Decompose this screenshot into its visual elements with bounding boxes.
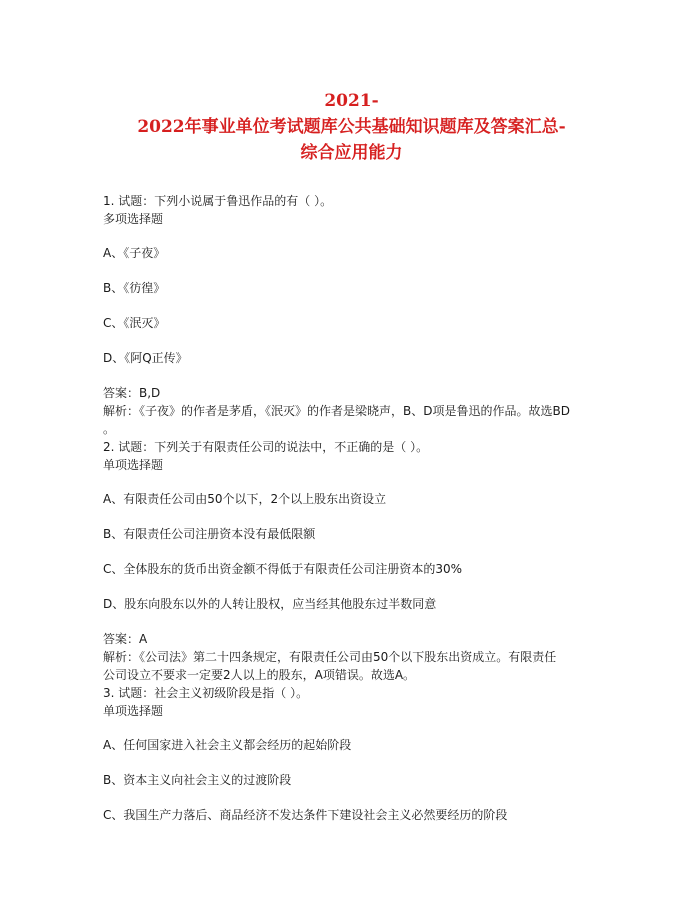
question-2-type: 单项选择题 xyxy=(103,458,164,472)
question-3-option-b: B、资本主义向社会主义的过渡阶段 xyxy=(103,773,292,787)
question-2-option-a: A、有限责任公司由50个以下，2个以上股东出资设立 xyxy=(103,492,387,506)
question-3-type: 单项选择题 xyxy=(103,704,164,718)
question-2-option-d: D、股东向股东以外的人转让股权，应当经其他股东过半数同意 xyxy=(103,597,437,611)
question-1-analysis-line-2: 。 xyxy=(103,422,116,436)
title-line-1: 2021- xyxy=(324,91,379,111)
question-1-option-c: C、《泯灭》 xyxy=(103,316,166,330)
question-1-option-d: D、《阿Q正传》 xyxy=(103,351,188,365)
question-1-option-a: A、《子夜》 xyxy=(103,246,166,260)
question-2-option-b: B、有限责任公司注册资本没有最低限额 xyxy=(103,527,316,541)
question-3-stem: 3. 试题：社会主义初级阶段是指（ ）。 xyxy=(103,686,309,700)
question-1-analysis-line-1: 解析：《子夜》的作者是茅盾，《泯灭》的作者是梁晓声，B、D项是鲁迅的作品。故选BD xyxy=(103,404,570,418)
question-2 xyxy=(103,438,600,684)
question-2-option-c: C、全体股东的货币出资金额不得低于有限责任公司注册资本的30% xyxy=(103,562,463,576)
question-1-option-b: B、《彷徨》 xyxy=(103,281,166,295)
question-2-stem: 2. 试题：下列关于有限责任公司的说法中，不正确的是（ ）。 xyxy=(103,440,429,454)
question-2-analysis-line-1: 解析：《公司法》第二十四条规定，有限责任公司由50个以下股东出资成立。有限责任 xyxy=(103,650,557,664)
document-title xyxy=(103,88,600,166)
question-1-answer: 答案：B,D xyxy=(103,386,161,400)
title-line-3: 综合应用能力 xyxy=(300,143,403,163)
question-3-option-c: C、我国生产力落后、商品经济不发达条件下建设社会主义必然要经历的阶段 xyxy=(103,808,508,822)
question-3 xyxy=(103,684,600,824)
question-1-analysis xyxy=(103,402,600,438)
question-2-answer: 答案：A xyxy=(103,632,148,646)
question-1 xyxy=(103,192,600,438)
question-1-type: 多项选择题 xyxy=(103,212,164,226)
question-2-analysis xyxy=(103,648,600,684)
question-1-stem: 1. 试题：下列小说属于鲁迅作品的有（ ）。 xyxy=(103,194,333,208)
question-2-analysis-line-2: 公司设立不要求一定要2人以上的股东，A项错误。故选A。 xyxy=(103,668,416,682)
question-3-option-a: A、任何国家进入社会主义都会经历的起始阶段 xyxy=(103,738,352,752)
title-line-2: 2022年事业单位考试题库公共基础知识题库及答案汇总- xyxy=(137,117,566,137)
